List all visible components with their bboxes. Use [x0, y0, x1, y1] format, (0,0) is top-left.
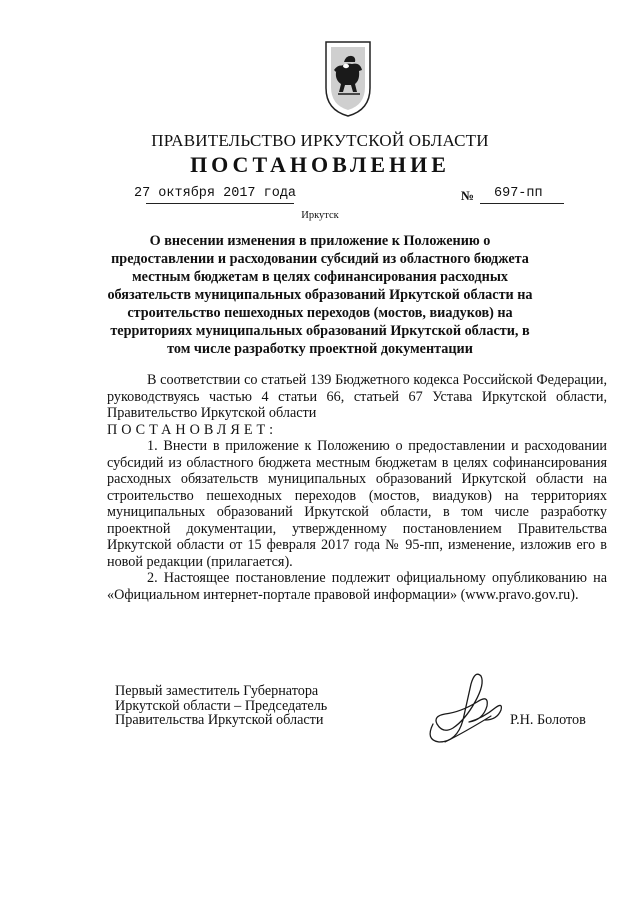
government-title: ПРАВИТЕЛЬСТВО ИРКУТСКОЙ ОБЛАСТИ: [151, 131, 489, 150]
coat-of-arms-icon: [322, 40, 374, 118]
signer-position: [115, 684, 375, 728]
signer-position-line: Первый заместитель Губернатора: [115, 683, 319, 699]
city: Иркутск: [301, 210, 339, 221]
item-2-paragraph: 2. Настоящее постановление подлежит официальному опубликованию на «Официальном интернет-портале правовой информации» (www.pravo.gov.ru).: [107, 570, 607, 603]
number-underline: [480, 203, 564, 204]
document-date: 27 октября 2017 года: [134, 186, 297, 201]
signer-position-line: Правительства Иркутской области: [115, 712, 324, 728]
decree-word: ПОСТАНОВЛЯЕТ:: [107, 421, 278, 438]
number-sign: №: [461, 188, 475, 203]
document-number: 697-пп: [494, 186, 543, 201]
preamble-paragraph: В соответствии со статьей 139 Бюджетного кодекса Российской Федерации, руководствуясь частью 4 статьи 66, статьей 67 Устава Иркутской области, Правительство Иркутской области: [107, 372, 607, 421]
document-subject: О внесении изменения в приложение к Положению о предоставлении и расходовании субсидий из областного бюджета местным бюджетам в целях софинансирования расходных обязательств муниципальных образований Иркутской области на строительство пешеходных переходов (мостов, виадуков) на территориях муниципальных образований Иркутской области, в том числе разработку проектной документации: [107, 233, 533, 357]
signer-position-line: Иркутской области – Председатель: [115, 697, 328, 714]
document-type: ПОСТАНОВЛЕНИЕ: [190, 152, 450, 177]
signer-name: Р.Н. Болотов: [510, 712, 586, 728]
date-underline: [146, 203, 294, 204]
item-1-paragraph: 1. Внести в приложение к Положению о предоставлении и расходовании субсидий из областного бюджета местным бюджетам в целях софинансирования расходных обязательств муниципальных образований Иркутской области на строительство пешеходных переходов (мостов, виадуков) на территориях муниципальных образований Иркутской области, в том числе разработку проектной документации, утвержденному постановлением Правительства Иркутской области от 15 февраля 2017 года № 95-пп, изменение, изложив его в новой редакции (прилагается).: [107, 438, 607, 570]
handwritten-signature-icon: [405, 662, 515, 762]
document-body: [107, 372, 607, 603]
